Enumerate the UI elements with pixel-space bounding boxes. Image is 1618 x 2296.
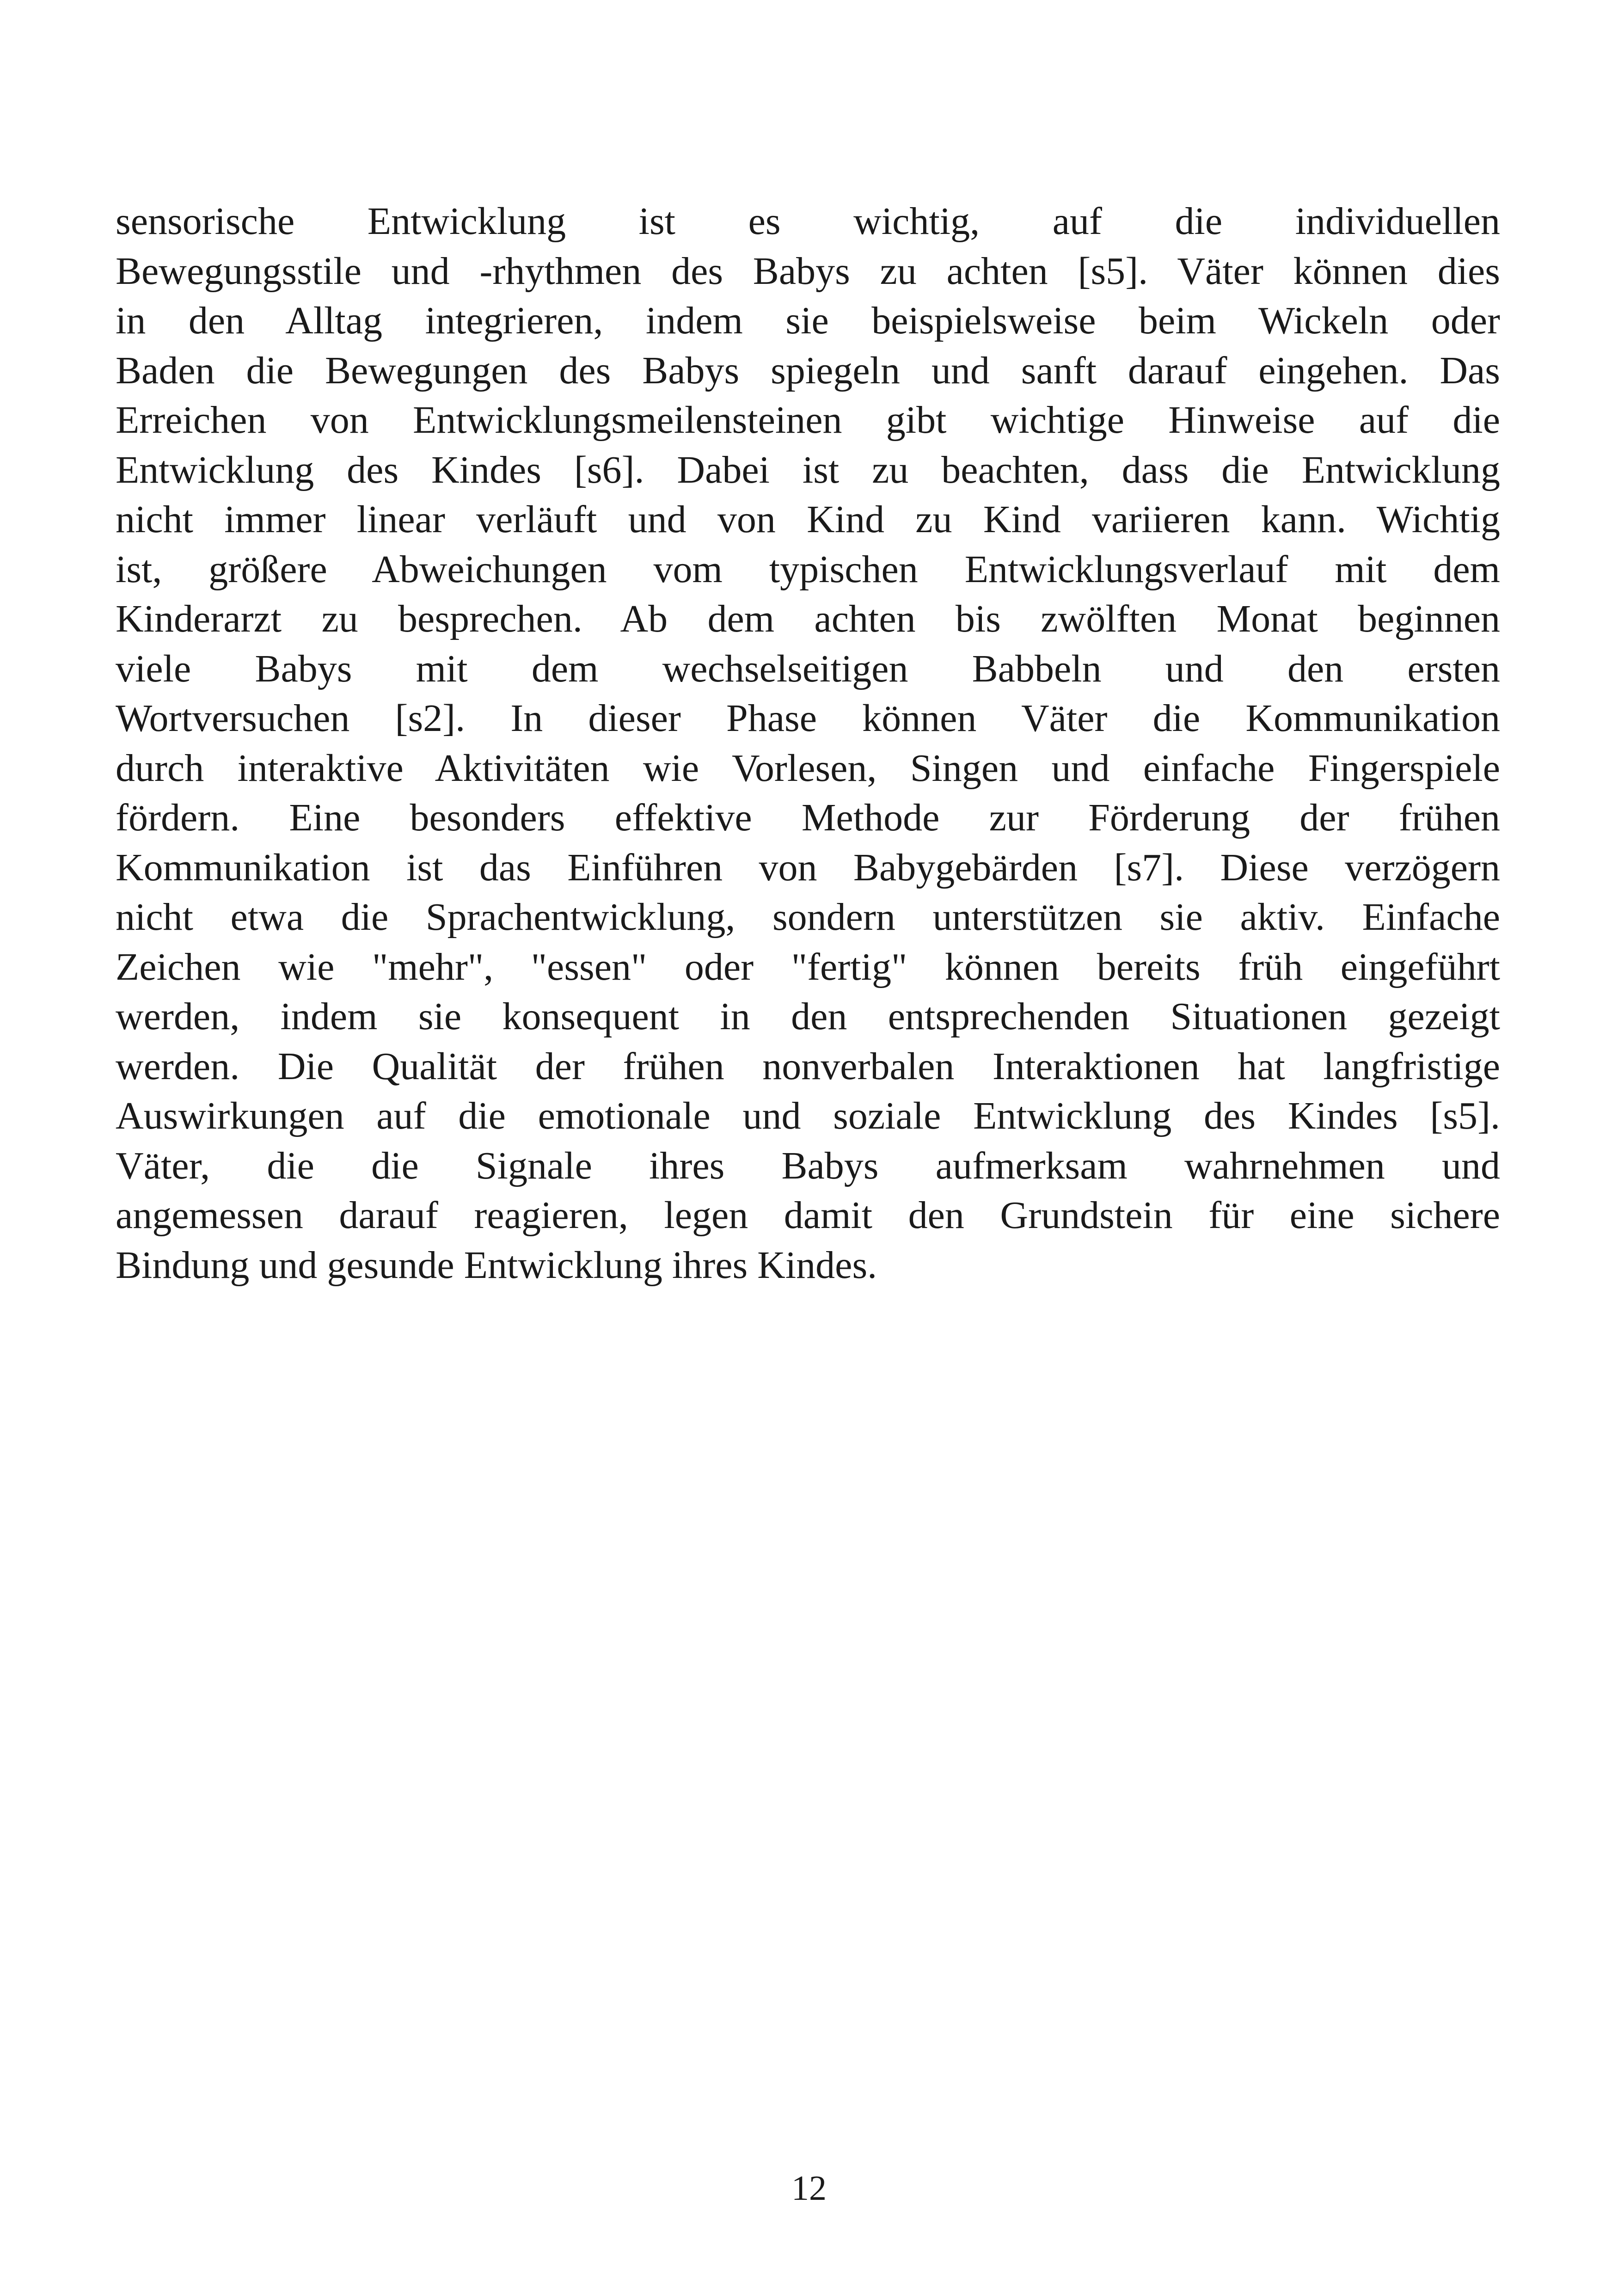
text-line: Kommunikation ist das Einführen von Babygebärden [s7]. Diese verzögern xyxy=(116,846,1500,889)
text-line: Bindung und gesunde Entwicklung ihres Kindes. xyxy=(116,1243,877,1287)
text-line: Erreichen von Entwicklungsmeilensteinen gibt wichtige Hinweise auf die xyxy=(116,399,1500,442)
text-line: Entwicklung des Kindes [s6]. Dabei ist zu beachten, dass die Entwicklung xyxy=(116,448,1500,491)
text-line: nicht etwa die Sprachentwicklung, sondern unterstützen sie aktiv. Einfache xyxy=(116,896,1500,939)
text-line: nicht immer linear verläuft und von Kind zu Kind variieren kann. Wichtig xyxy=(116,498,1500,541)
text-line: Wortversuchen [s2]. In dieser Phase können Väter die Kommunikation xyxy=(116,697,1500,740)
text-line: werden, indem sie konsequent in den entsprechenden Situationen gezeigt xyxy=(116,995,1500,1038)
text-line: fördern. Eine besonders effektive Methode zur Förderung der frühen xyxy=(116,796,1500,839)
text-line: viele Babys mit dem wechselseitigen Babbeln und den ersten xyxy=(116,647,1500,690)
page-number: 12 xyxy=(791,2169,827,2208)
text-line: ist, größere Abweichungen vom typischen Entwicklungsverlauf mit dem xyxy=(116,547,1500,591)
text-line: sensorische Entwicklung ist es wichtig, auf die individuellen xyxy=(116,200,1500,243)
text-line: Väter, die die Signale ihres Babys aufmerksam wahrnehmen und xyxy=(116,1144,1500,1187)
text-line: Kinderarzt zu besprechen. Ab dem achten bis zwölften Monat beginnen xyxy=(116,597,1500,640)
text-line: angemessen darauf reagieren, legen damit den Grundstein für eine sichere xyxy=(116,1194,1500,1237)
text-line: Bewegungsstile und -rhythmen des Babys zu achten [s5]. Väter können dies xyxy=(116,249,1500,293)
body-paragraph xyxy=(116,196,1500,1290)
text-line: werden. Die Qualität der frühen nonverbalen Interaktionen hat langfristige xyxy=(116,1044,1500,1088)
text-line: in den Alltag integrieren, indem sie beispielsweise beim Wickeln oder xyxy=(116,299,1500,342)
text-line: durch interaktive Aktivitäten wie Vorlesen, Singen und einfache Fingerspiele xyxy=(116,746,1500,790)
text-line: Zeichen wie "mehr", "essen" oder "fertig" können bereits früh eingeführt xyxy=(116,945,1500,988)
text-line: Auswirkungen auf die emotionale und soziale Entwicklung des Kindes [s5]. xyxy=(116,1094,1500,1137)
text-line: Baden die Bewegungen des Babys spiegeln und sanft darauf eingehen. Das xyxy=(116,349,1500,392)
